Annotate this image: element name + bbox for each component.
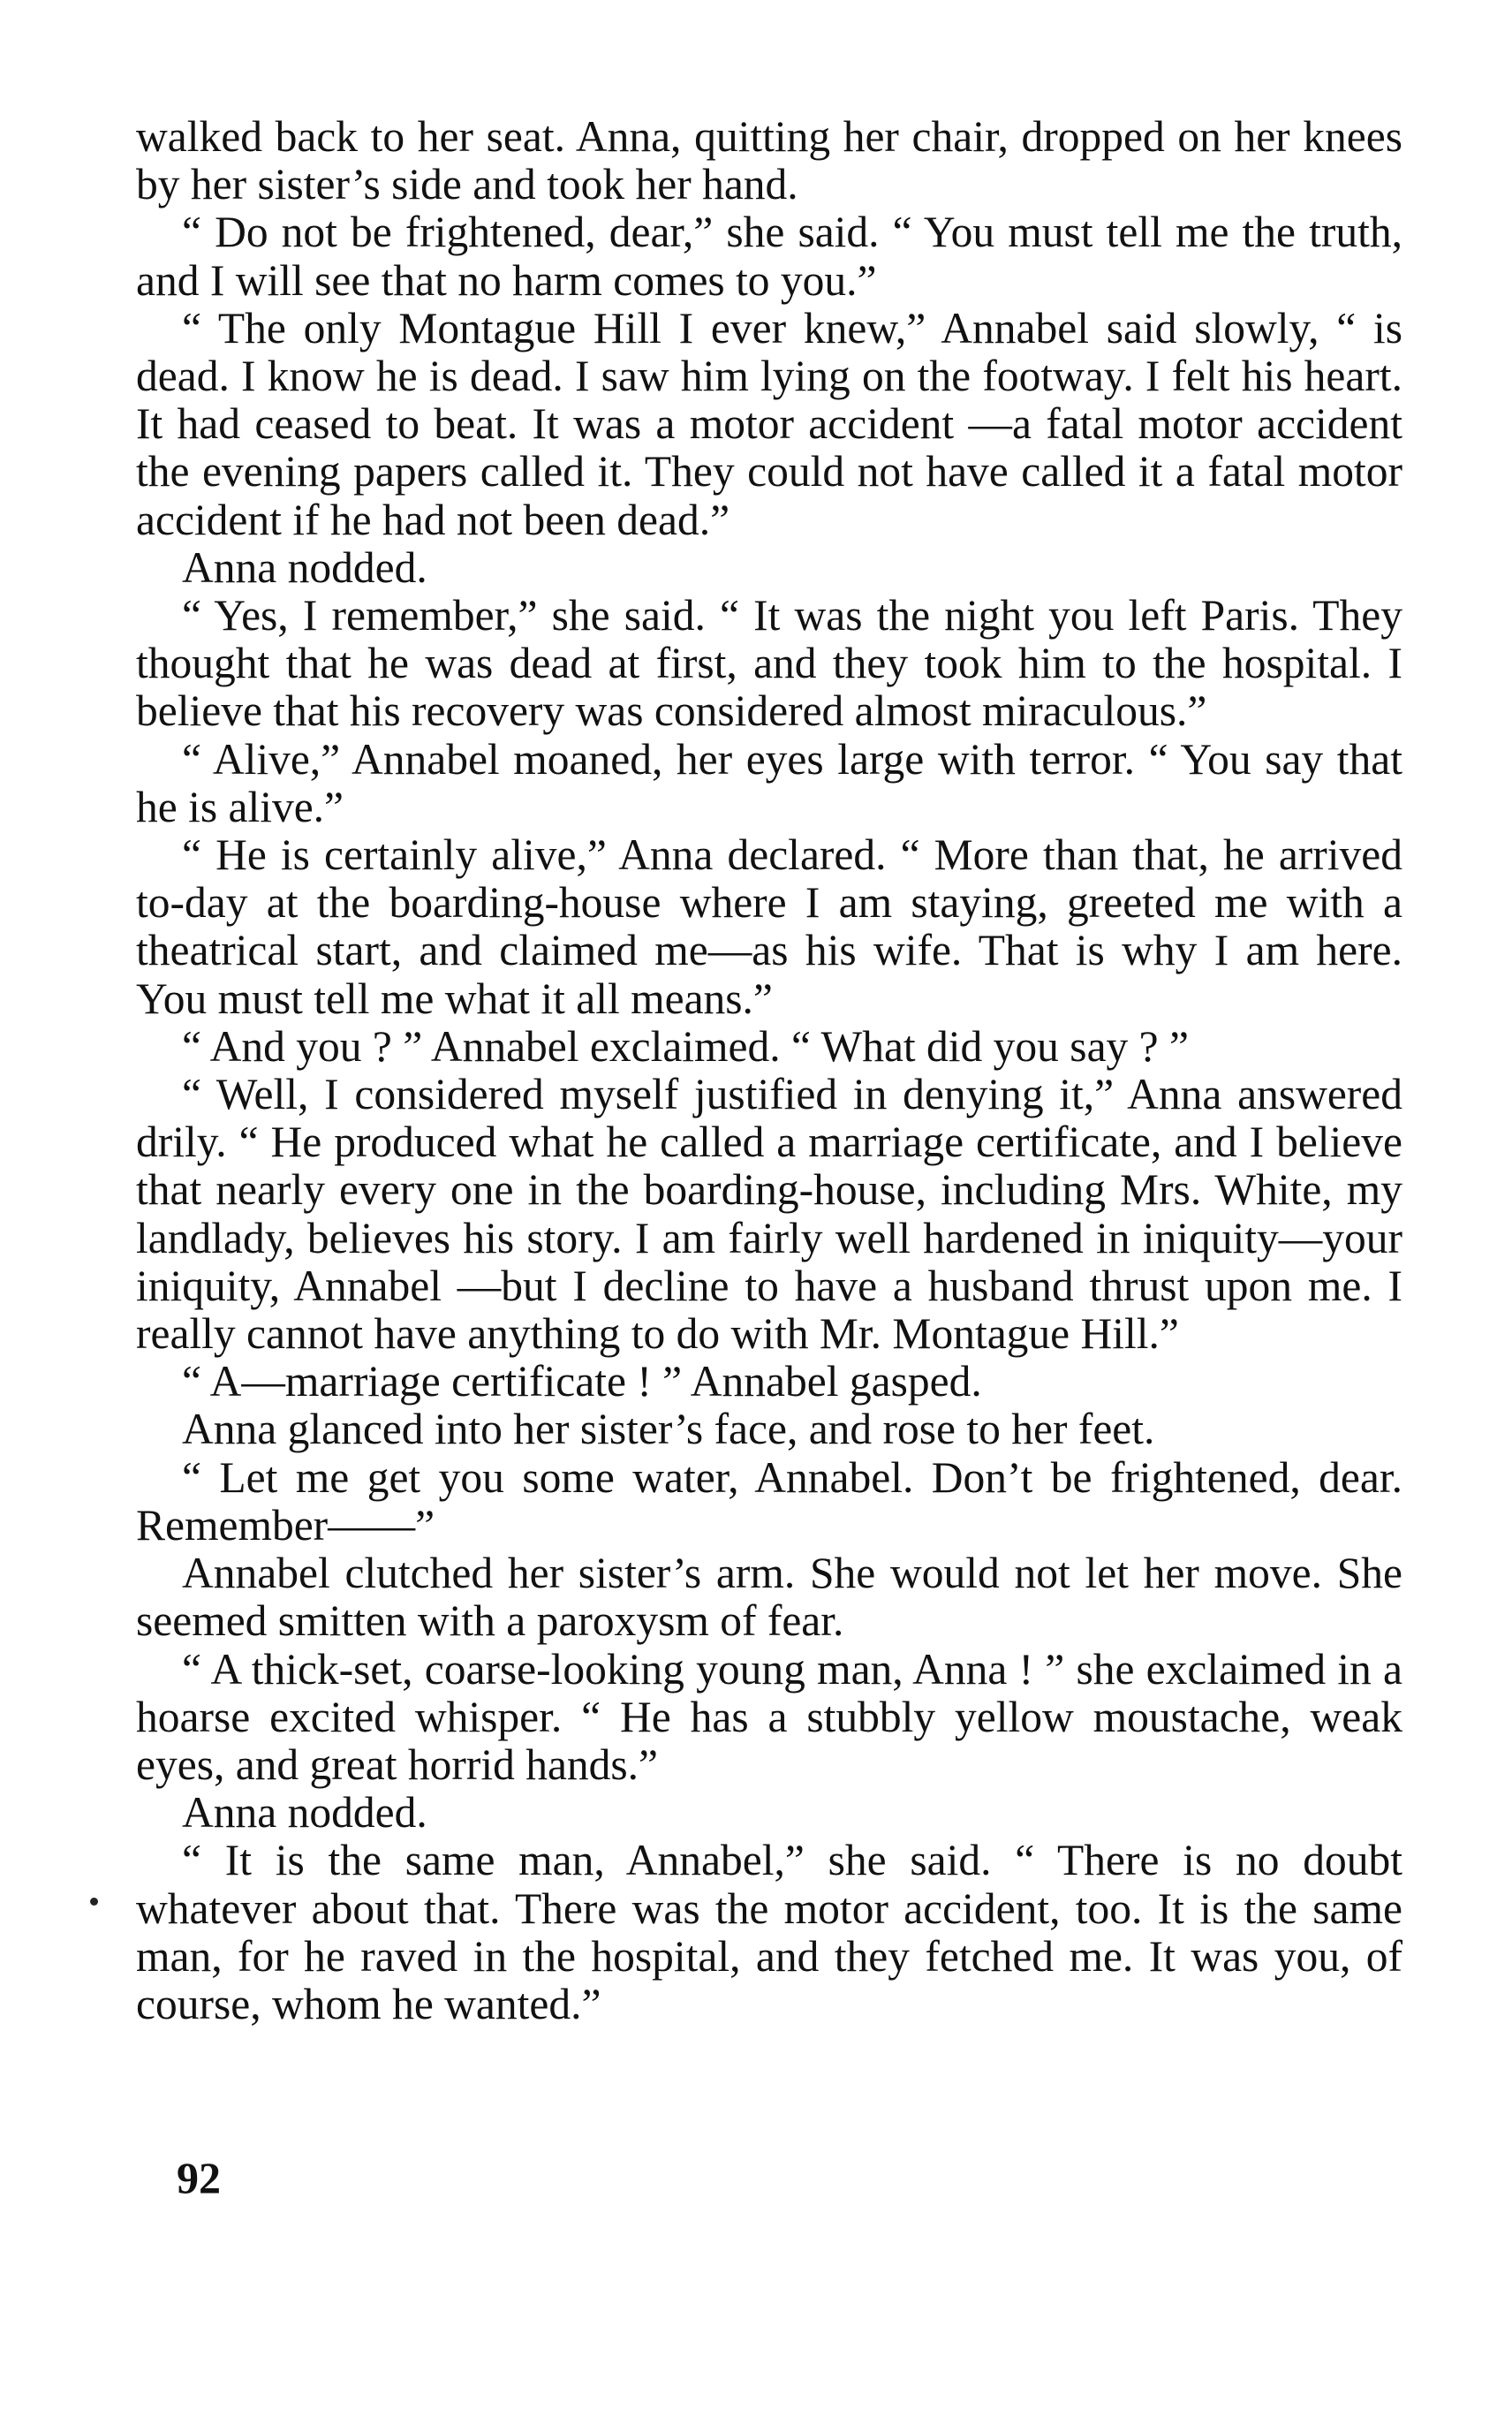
paragraph: “ And you ? ” Annabel exclaimed. “ What did you say ? ” — [182, 1021, 1189, 1071]
body-text — [136, 113, 1402, 2028]
paragraph: “ He is certainly alive,” Anna declared. “ More than that, he arrived to-day at the boarding-house where I am staying, greeted me with a theatrical start, and claimed me—as his wife. That is why I am here. You must tell me what it all means.” — [136, 830, 1402, 1023]
paragraph: Anna glanced into her sister’s face, and rose to her feet. — [182, 1405, 1155, 1454]
paragraph: Anna nodded. — [182, 1788, 427, 1838]
paragraph: walked back to her seat. Anna, quitting her chair, dropped on her knees by her sister’s side and took her hand. — [136, 112, 1402, 209]
page-number: 92 — [177, 2153, 221, 2202]
paragraph: “ A thick-set, coarse-looking young man, Anna ! ” she exclaimed in a hoarse excited whisper. “ He has a stubbly yellow moustache, weak eyes, and great horrid hands.” — [136, 1644, 1402, 1789]
paragraph: “ A—marriage certificate ! ” Annabel gasped. — [182, 1357, 982, 1406]
paragraph: “ The only Montague Hill I ever knew,” Annabel said slowly, “ is dead. I know he is dead. I saw him lying on the footway. I felt his heart. It had ceased to beat. It was a motor accident —a fatal motor accident the evening papers called it. They could not have called it a fatal motor accident if he had not been dead.” — [136, 303, 1402, 544]
paragraph: “ Well, I considered myself justified in denying it,” Anna answered drily. “ He produced what he called a marriage certificate, and I believe that nearly every one in the boarding-house, including Mrs. White, my landlady, believes his story. I am fairly well hardened in iniquity—your iniquity, Annabel —but I decline to have a husband thrust upon me. I really cannot have anything to do with Mr. Montague Hill.” — [136, 1070, 1402, 1359]
paragraph: “ Do not be frightened, dear,” she said. “ You must tell me the truth, and I will see that no harm comes to you.” — [136, 208, 1402, 305]
margin-speck — [90, 1898, 98, 1906]
paragraph: “ Yes, I remember,” she said. “ It was the night you left Paris. They thought that he was dead at first, and they took him to the hospital. I believe that his recovery was considered almost miraculous.” — [136, 591, 1402, 736]
paragraph: “ Alive,” Annabel moaned, her eyes large with terror. “ You say that he is alive.” — [136, 734, 1402, 831]
paragraph: Anna nodded. — [182, 542, 427, 592]
paragraph: “ It is the same man, Annabel,” she said. “ There is no doubt whatever about that. There was the motor accident, too. It is the same man, for he raved in the hospital, and they fetched me. It was you, of course, whom he wanted.” — [136, 1836, 1402, 2028]
paragraph: “ Let me get you some water, Annabel. Don’t be frightened, dear. Remember——” — [136, 1452, 1402, 1550]
paragraph: Annabel clutched her sister’s arm. She would not let her move. She seemed smitten with a paroxysm of fear. — [136, 1549, 1402, 1646]
